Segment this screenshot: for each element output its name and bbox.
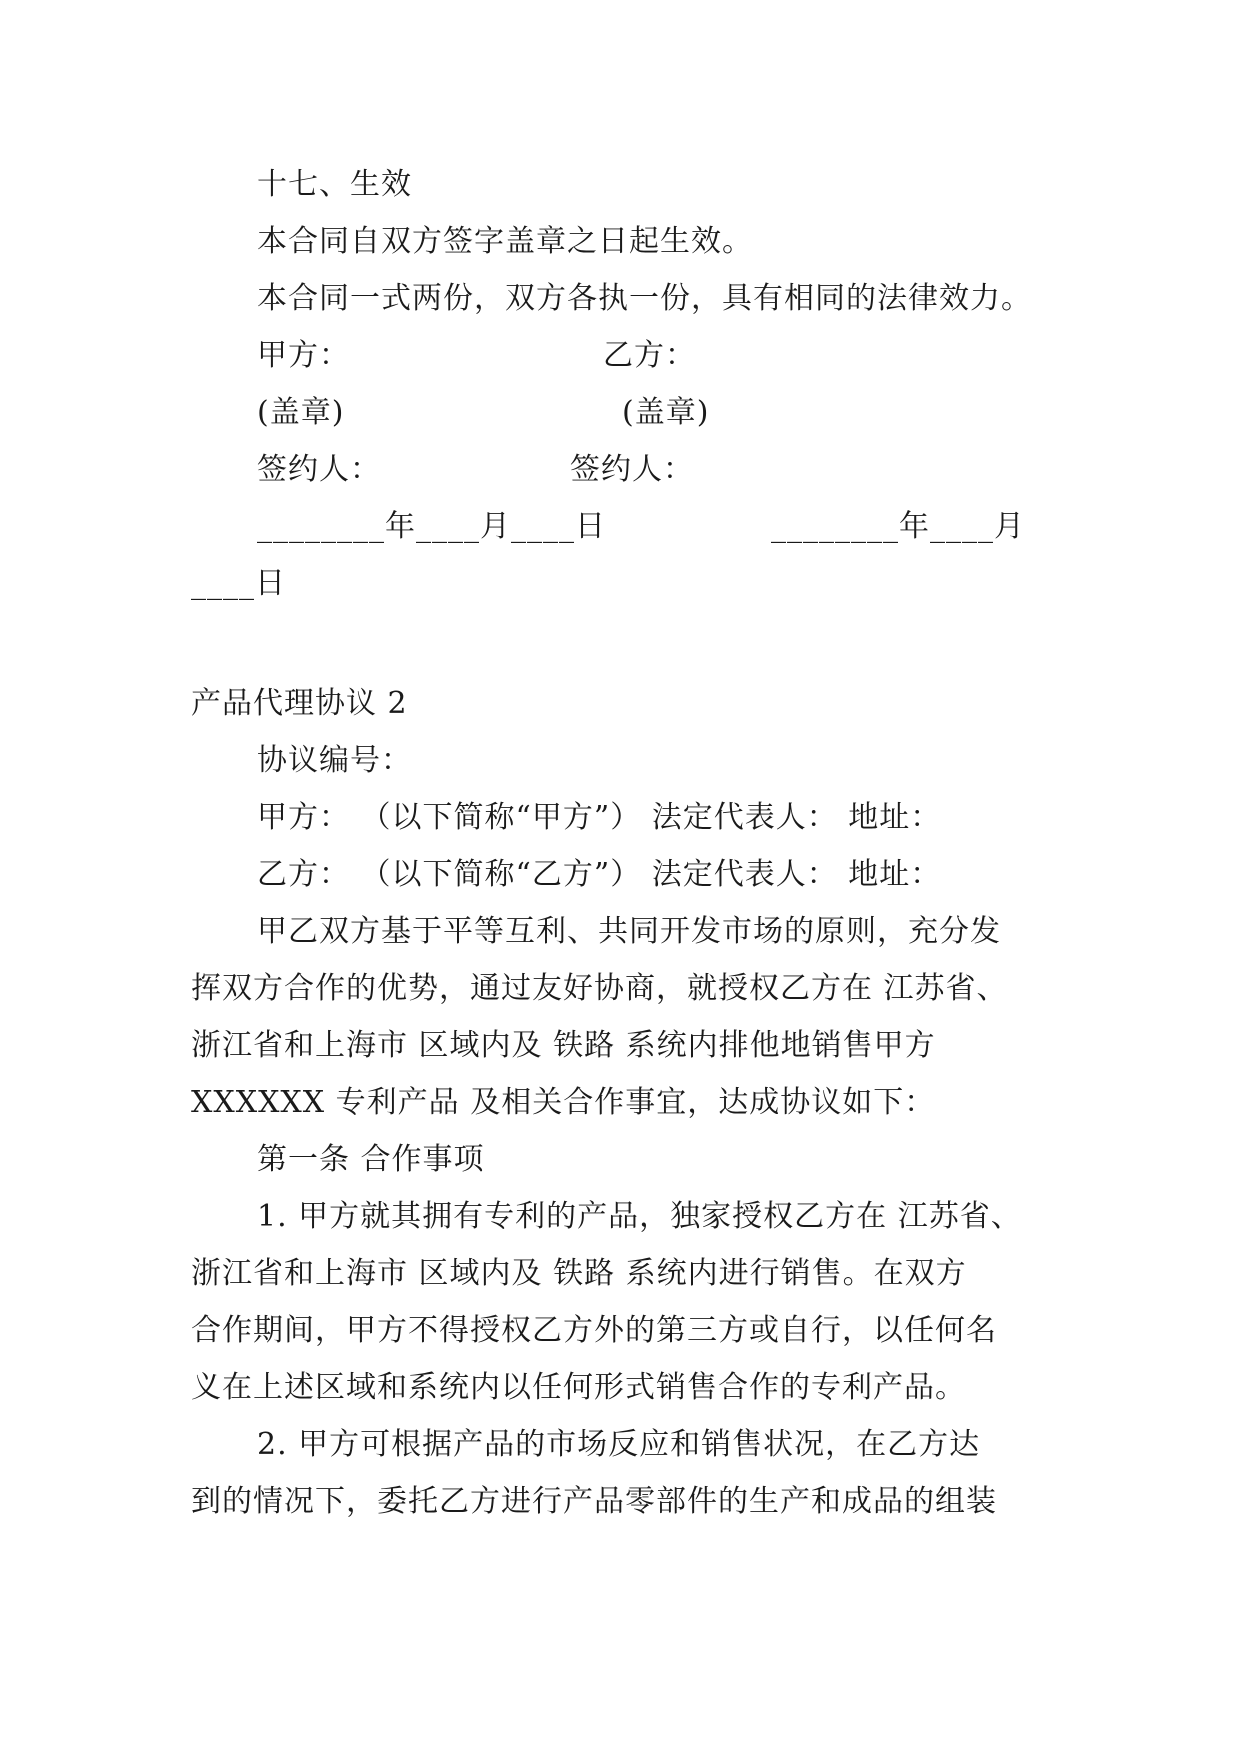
date-b: ________年____月 (771, 509, 1025, 544)
date-b-continued: ____日 (191, 566, 286, 601)
signer-a: 签约人： (257, 452, 381, 487)
clause-paragraph: 到的情况下，委托乙方进行产品零部件的生产和成品的组装 (191, 1484, 997, 1519)
date-a: ________年____月____日 (257, 509, 606, 544)
section-heading: 十七、生效 (257, 167, 412, 202)
paragraph: 本合同自双方签字盖章之日起生效。 (257, 224, 753, 259)
clause-paragraph: 2. 甲方可根据产品的市场反应和销售状况，在乙方达 (257, 1427, 981, 1462)
intro-paragraph: 甲乙双方基于平等互利、共同开发市场的原则，充分发 (257, 914, 1001, 949)
party-b-line: 乙方： （以下简称“乙方”） 法定代表人： 地址： (257, 857, 942, 892)
party-b-label: 乙方： (603, 338, 696, 373)
paragraph: 本合同一式两份，双方各执一份，具有相同的法律效力。 (257, 281, 1032, 316)
clause-paragraph: 义在上述区域和系统内以任何形式销售合作的专利产品。 (191, 1370, 966, 1405)
clause-paragraph: 合作期间，甲方不得授权乙方外的第三方或自行，以任何名 (191, 1313, 997, 1348)
clause-paragraph: 1. 甲方就其拥有专利的产品，独家授权乙方在 江苏省、 (257, 1199, 1022, 1234)
clause-paragraph: 浙江省和上海市 区域内及 铁路 系统内进行销售。在双方 (191, 1256, 967, 1291)
seal-a: (盖章) (257, 395, 345, 430)
party-a-label: 甲方： (257, 338, 350, 373)
intro-paragraph: 挥双方合作的优势，通过友好协商，就授权乙方在 江苏省、 (191, 971, 1008, 1006)
agreement-title: 产品代理协议 2 (191, 686, 408, 721)
agreement-number: 协议编号： (257, 743, 412, 778)
party-a-line: 甲方： （以下简称“甲方”） 法定代表人： 地址： (257, 800, 942, 835)
seal-b: (盖章) (622, 395, 710, 430)
signer-b: 签约人： (570, 452, 694, 487)
article-heading: 第一条 合作事项 (257, 1142, 485, 1177)
intro-paragraph: XXXXXX 专利产品 及相关合作事宜，达成协议如下： (191, 1085, 936, 1120)
intro-paragraph: 浙江省和上海市 区域内及 铁路 系统内排他地销售甲方 (191, 1028, 936, 1063)
